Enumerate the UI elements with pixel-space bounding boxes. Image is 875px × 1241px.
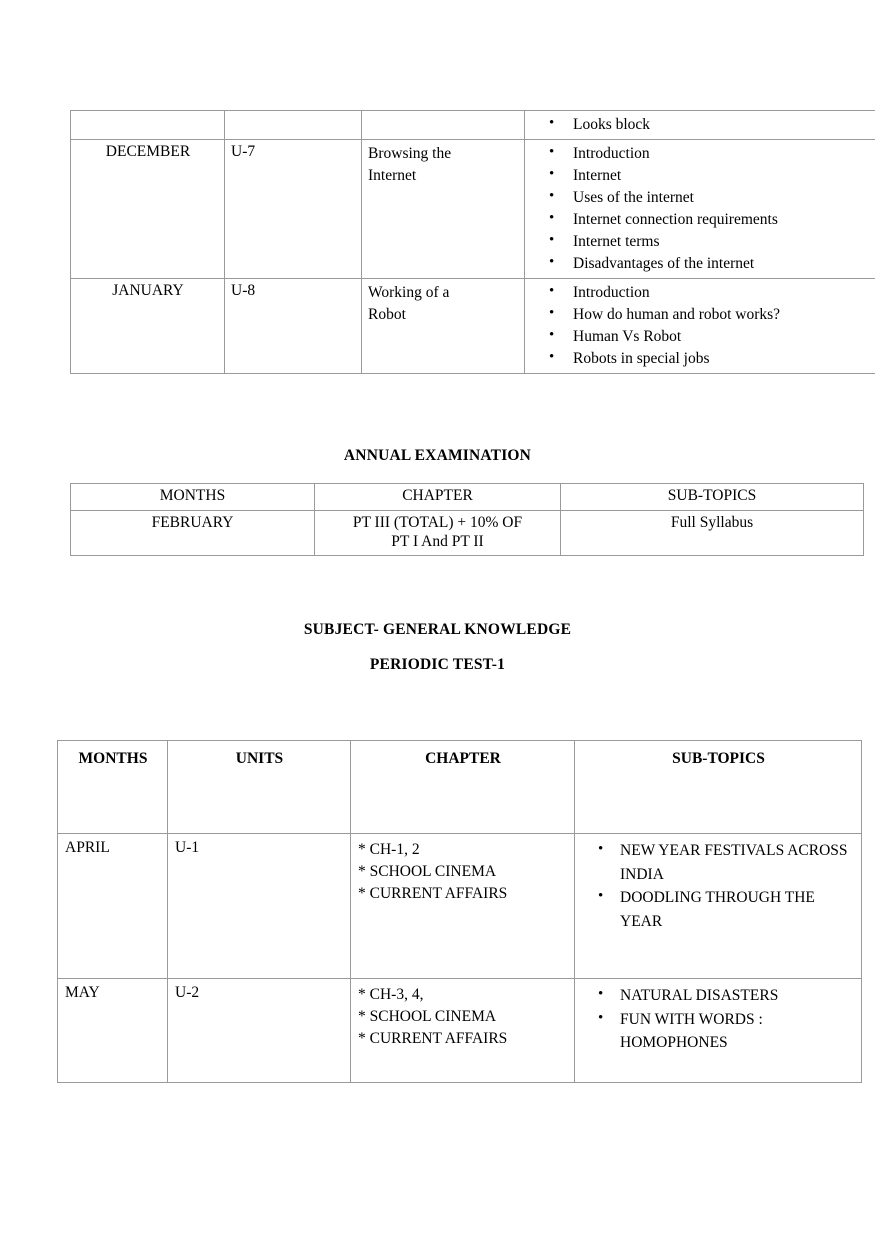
list-item: • NEW YEAR FESTIVALS ACROSS INDIA	[582, 839, 855, 886]
cell-subtopics: Full Syllabus	[561, 511, 864, 556]
heading-subject-general-knowledge: SUBJECT- GENERAL KNOWLEDGE	[303, 621, 572, 638]
list-item: • Internet terms	[531, 231, 875, 253]
table-row	[58, 834, 862, 979]
column-header-months: MONTHS	[71, 484, 315, 511]
heading-periodic-test-1: PERIODIC TEST-1	[369, 656, 506, 673]
cell-unit	[225, 111, 362, 140]
list-item: • Disadvantages of the internet	[531, 253, 875, 275]
computer-syllabus-continued-table	[70, 110, 875, 374]
chapter-line: Robot	[368, 306, 406, 323]
cell-subtopics	[575, 979, 862, 1083]
cell-month: MAY	[58, 979, 168, 1083]
heading-annual-examination: ANNUAL EXAMINATION	[343, 447, 532, 464]
subtopic-list	[531, 114, 875, 136]
cell-unit: U-2	[168, 979, 351, 1083]
subtopic-list	[531, 143, 875, 275]
table-row	[58, 979, 862, 1083]
cell-month	[71, 111, 225, 140]
cell-chapter	[362, 111, 525, 140]
list-item: • DOODLING THROUGH THE YEAR	[582, 886, 855, 933]
chapter-line: PT I And PT II	[391, 533, 484, 551]
cell-subtopics	[525, 279, 875, 374]
cell-month: JANUARY	[71, 279, 225, 374]
chapter-line: * CURRENT AFFAIRS	[358, 1030, 508, 1047]
cell-chapter	[351, 979, 575, 1083]
cell-month: APRIL	[58, 834, 168, 979]
table-row	[71, 279, 875, 374]
column-header-subtopics: SUB-TOPICS	[575, 741, 862, 834]
table-header-row	[71, 484, 864, 511]
chapter-lines	[358, 984, 568, 1050]
subtopic-list	[582, 984, 855, 1055]
subtopic-list	[582, 839, 855, 934]
list-item: • Introduction	[531, 143, 875, 165]
column-header-units: UNITS	[168, 741, 351, 834]
list-item: • FUN WITH WORDS : HOMOPHONES	[582, 1008, 855, 1055]
list-item: • Introduction	[531, 282, 875, 304]
cell-chapter	[362, 140, 525, 279]
subtopic-list	[531, 282, 875, 370]
gk-periodic-test-1-table	[57, 740, 862, 1083]
chapter-line: * SCHOOL CINEMA	[358, 863, 497, 880]
chapter-line: * CH-1, 2	[358, 841, 420, 858]
list-item: • How do human and robot works?	[531, 304, 875, 326]
chapter-line: PT III (TOTAL) + 10% OF	[352, 514, 523, 531]
cell-subtopics	[525, 140, 875, 279]
list-item: • Looks block	[531, 114, 875, 136]
list-item: • Internet	[531, 165, 875, 187]
chapter-lines	[368, 143, 519, 187]
chapter-line: Browsing the	[368, 145, 452, 162]
chapter-line: * SCHOOL CINEMA	[358, 1008, 497, 1025]
chapter-line: Internet	[368, 167, 417, 184]
cell-unit: U-7	[225, 140, 362, 279]
annual-examination-table	[70, 483, 864, 556]
chapter-lines	[358, 839, 568, 905]
table-header-row	[58, 741, 862, 834]
cell-month: DECEMBER	[71, 140, 225, 279]
table-row	[71, 140, 875, 279]
list-item: • Human Vs Robot	[531, 326, 875, 348]
cell-chapter	[351, 834, 575, 979]
cell-chapter	[362, 279, 525, 374]
cell-subtopics	[525, 111, 875, 140]
column-header-chapter: CHAPTER	[351, 741, 575, 834]
cell-subtopics	[575, 834, 862, 979]
list-item: • Uses of the internet	[531, 187, 875, 209]
cell-unit: U-8	[225, 279, 362, 374]
column-header-months: MONTHS	[58, 741, 168, 834]
column-header-chapter: CHAPTER	[315, 484, 561, 511]
chapter-line: * CH-3, 4,	[358, 986, 424, 1003]
cell-chapter	[315, 511, 561, 556]
cell-unit: U-1	[168, 834, 351, 979]
chapter-line: Working of a	[368, 284, 450, 301]
list-item: • Internet connection requirements	[531, 209, 875, 231]
table-row	[71, 511, 864, 556]
table-row	[71, 111, 875, 140]
chapter-lines	[368, 282, 519, 326]
chapter-line: * CURRENT AFFAIRS	[358, 885, 508, 902]
column-header-subtopics: SUB-TOPICS	[561, 484, 864, 511]
cell-month: FEBRUARY	[71, 511, 315, 556]
list-item: • Robots in special jobs	[531, 348, 875, 370]
list-item: • NATURAL DISASTERS	[582, 984, 855, 1008]
